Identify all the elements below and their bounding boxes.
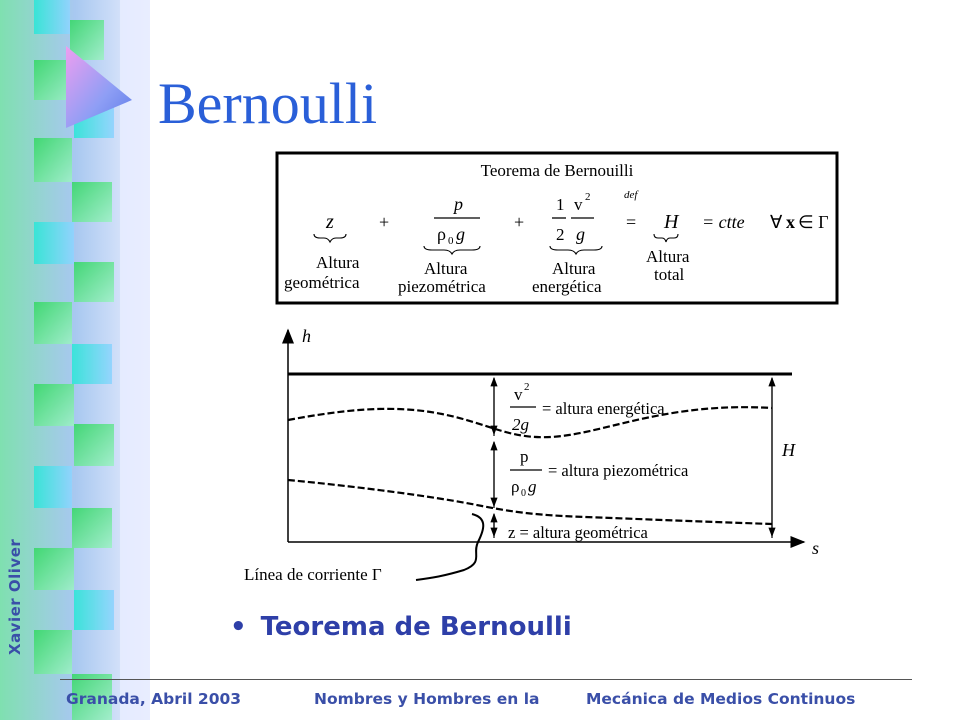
ctte-label: = ctte <box>702 212 745 232</box>
v-exponent: 2 <box>585 191 591 203</box>
piezo-g: g <box>528 477 537 496</box>
bullet-dot: • <box>230 612 247 642</box>
bullet-item <box>230 612 572 642</box>
author-label: Xavier Oliver <box>6 538 24 655</box>
def-label: def <box>624 189 638 201</box>
x-bold: x <box>786 212 795 232</box>
term-H: H <box>664 211 679 233</box>
plus-2: + <box>514 212 525 232</box>
label-energ-1: Altura <box>552 259 596 278</box>
streamline-curve <box>416 514 483 580</box>
footer-left: Granada, Abril 2003 <box>66 690 242 708</box>
piezo-rho-sub: 0 <box>521 488 526 499</box>
energy-2g: 2g <box>512 415 529 434</box>
rho-symbol: ρ <box>437 224 446 244</box>
bullet-text: Teorema de Bernoulli <box>260 612 572 642</box>
bernoulli-height-diagram <box>232 318 832 590</box>
p-numerator: p <box>454 194 463 214</box>
label-geom-2: geométrica <box>284 273 360 292</box>
term-z: z <box>326 211 334 233</box>
forall-symbol: ∀ <box>770 212 783 232</box>
rho-subscript: 0 <box>448 235 454 247</box>
g-denominator-2: g <box>576 224 585 244</box>
label-total-2: total <box>654 265 685 284</box>
footer-right: Mecánica de Medios Continuos <box>586 690 856 708</box>
footer-divider <box>60 679 912 680</box>
label-total-1: Altura <box>646 247 690 266</box>
s-axis-label: s <box>812 538 820 558</box>
formula-heading: Teorema de Bernouilli <box>480 161 634 180</box>
piezo-p: p <box>520 447 529 466</box>
energy-exp: 2 <box>524 381 530 393</box>
streamline-label: Línea de corriente Γ <box>244 565 382 584</box>
label-geom-1: Altura <box>316 253 360 272</box>
half-denominator: 2 <box>556 225 565 244</box>
energy-v: v <box>514 385 523 404</box>
v-numerator: v <box>574 195 583 214</box>
plus-1: + <box>379 212 390 232</box>
geom-text: z = altura geométrica <box>508 523 648 542</box>
piezo-text: = altura piezométrica <box>548 461 689 480</box>
page-title: Bernoulli <box>158 71 378 136</box>
equals-sign: = <box>626 212 637 232</box>
energy-text: = altura energética <box>542 399 665 418</box>
footer-middle: Nombres y Hombres en la <box>314 690 540 708</box>
g-denominator-1: g <box>456 224 465 244</box>
H-label: H <box>782 440 795 460</box>
in-gamma: ∈ Γ <box>798 212 829 232</box>
bernoulli-formula-box <box>274 150 840 306</box>
energy-line <box>288 407 772 437</box>
h-axis-label: h <box>302 326 311 346</box>
label-piezo-2: piezométrica <box>398 277 486 296</box>
label-piezo-1: Altura <box>424 259 468 278</box>
half-numerator: 1 <box>556 195 565 214</box>
piezo-rho: ρ <box>511 477 520 496</box>
label-energ-2: energética <box>532 277 602 296</box>
